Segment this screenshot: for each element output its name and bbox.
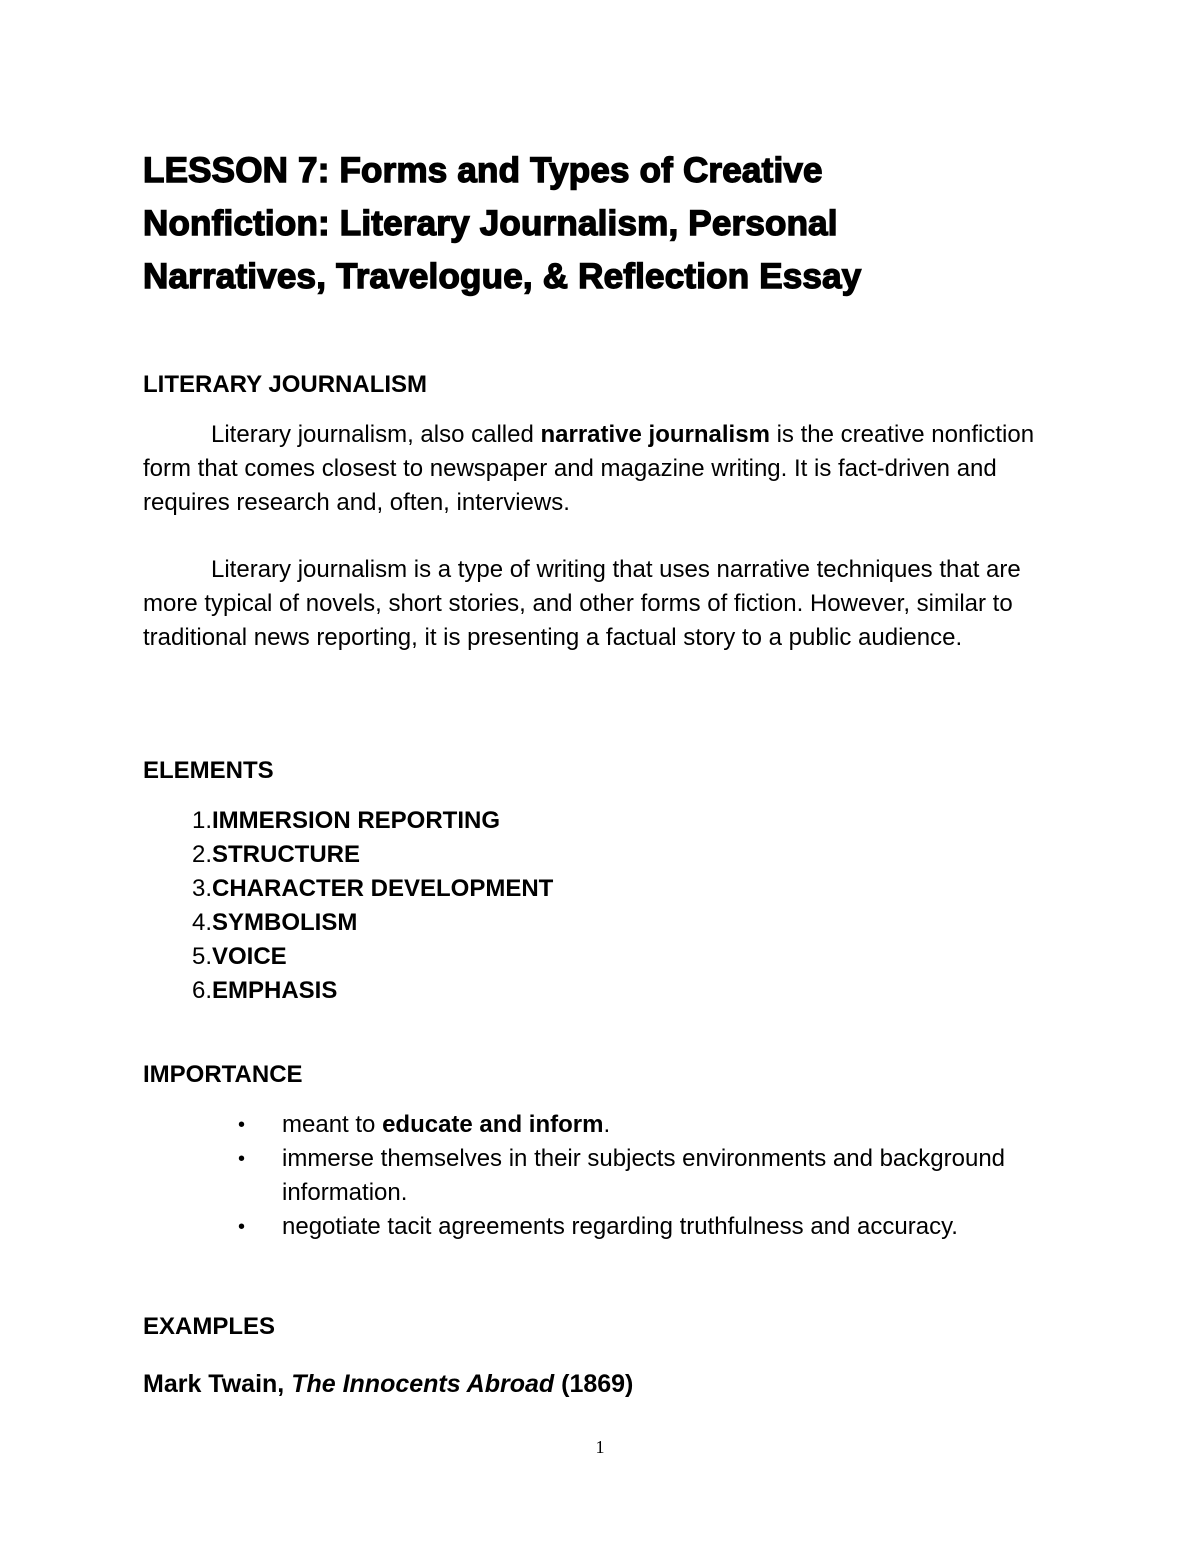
lesson-title-line-1: LESSON 7: Forms and Types of Creative — [143, 151, 823, 190]
example-work-title: The Innocents Abroad — [291, 1370, 555, 1398]
bullet-text-after: . — [603, 1111, 611, 1138]
importance-list — [238, 1108, 1078, 1244]
paragraph-1-bold-term: narrative journalism — [540, 421, 770, 448]
lesson-title-line-3: Narratives, Travelogue, & Reflection Essay — [143, 257, 862, 296]
bullet-icon: • — [238, 1216, 246, 1238]
list-item-label: VOICE — [212, 943, 287, 970]
examples-heading: EXAMPLES — [143, 1313, 276, 1340]
importance-heading: IMPORTANCE — [143, 1061, 303, 1088]
list-item — [238, 1142, 1078, 1210]
list-item-number: 6. — [191, 977, 212, 1004]
lesson-title — [143, 144, 1043, 303]
list-item-label: EMPHASIS — [212, 977, 338, 1004]
example-author: Mark Twain, — [143, 1370, 292, 1398]
example-year: (1869) — [554, 1370, 634, 1398]
list-item — [238, 1108, 1078, 1142]
literary-journalism-heading: LITERARY JOURNALISM — [143, 371, 428, 398]
page-number: 1 — [595, 1437, 605, 1457]
list-item-label: CHARACTER DEVELOPMENT — [212, 875, 554, 902]
list-item-number: 1. — [191, 807, 212, 834]
list-item-number: 4. — [191, 909, 212, 936]
paragraph-1-text-before: Literary journalism, also called — [211, 421, 541, 448]
list-item-number: 2. — [191, 841, 212, 868]
list-item — [143, 838, 553, 872]
elements-heading: ELEMENTS — [143, 757, 274, 784]
bullet-bold-term: educate and inform — [382, 1111, 604, 1138]
list-item-text — [282, 1108, 1078, 1142]
bullet-text-before: meant to — [282, 1111, 383, 1138]
list-item-text: immerse themselves in their subjects environments and background information. — [282, 1145, 1006, 1206]
list-item-label: SYMBOLISM — [212, 909, 358, 936]
paragraph-1-text-after: is the creative nonfiction form that comes closest to newspaper and magazine writing. It is fact-driven and requires research and, often, interviews. — [143, 421, 1035, 516]
bullet-icon: • — [238, 1114, 246, 1136]
example-entry — [143, 1367, 633, 1401]
list-item-text: negotiate tacit agreements regarding truthfulness and accuracy. — [282, 1213, 958, 1240]
list-item-label: IMMERSION REPORTING — [212, 807, 501, 834]
list-item — [143, 872, 553, 906]
list-item-number: 5. — [191, 943, 212, 970]
list-item — [143, 940, 553, 974]
list-item — [143, 804, 553, 838]
list-item-number: 3. — [191, 875, 212, 902]
bullet-icon: • — [238, 1148, 246, 1170]
list-item — [238, 1210, 1078, 1244]
list-item-label: STRUCTURE — [212, 841, 360, 868]
elements-list — [143, 804, 553, 1008]
lesson-title-line-2: Nonfiction: Literary Journalism, Personal — [143, 204, 838, 243]
list-item — [143, 974, 553, 1008]
list-item — [143, 906, 553, 940]
literary-journalism-paragraph-2: Literary journalism is a type of writing that uses narrative techniques that are more typical of novels, short stories, and other forms of fiction. However, similar to traditional news reporting, it is presenting a factual story to a public audience. — [143, 556, 1021, 651]
literary-journalism-paragraph-1 — [143, 418, 1068, 520]
